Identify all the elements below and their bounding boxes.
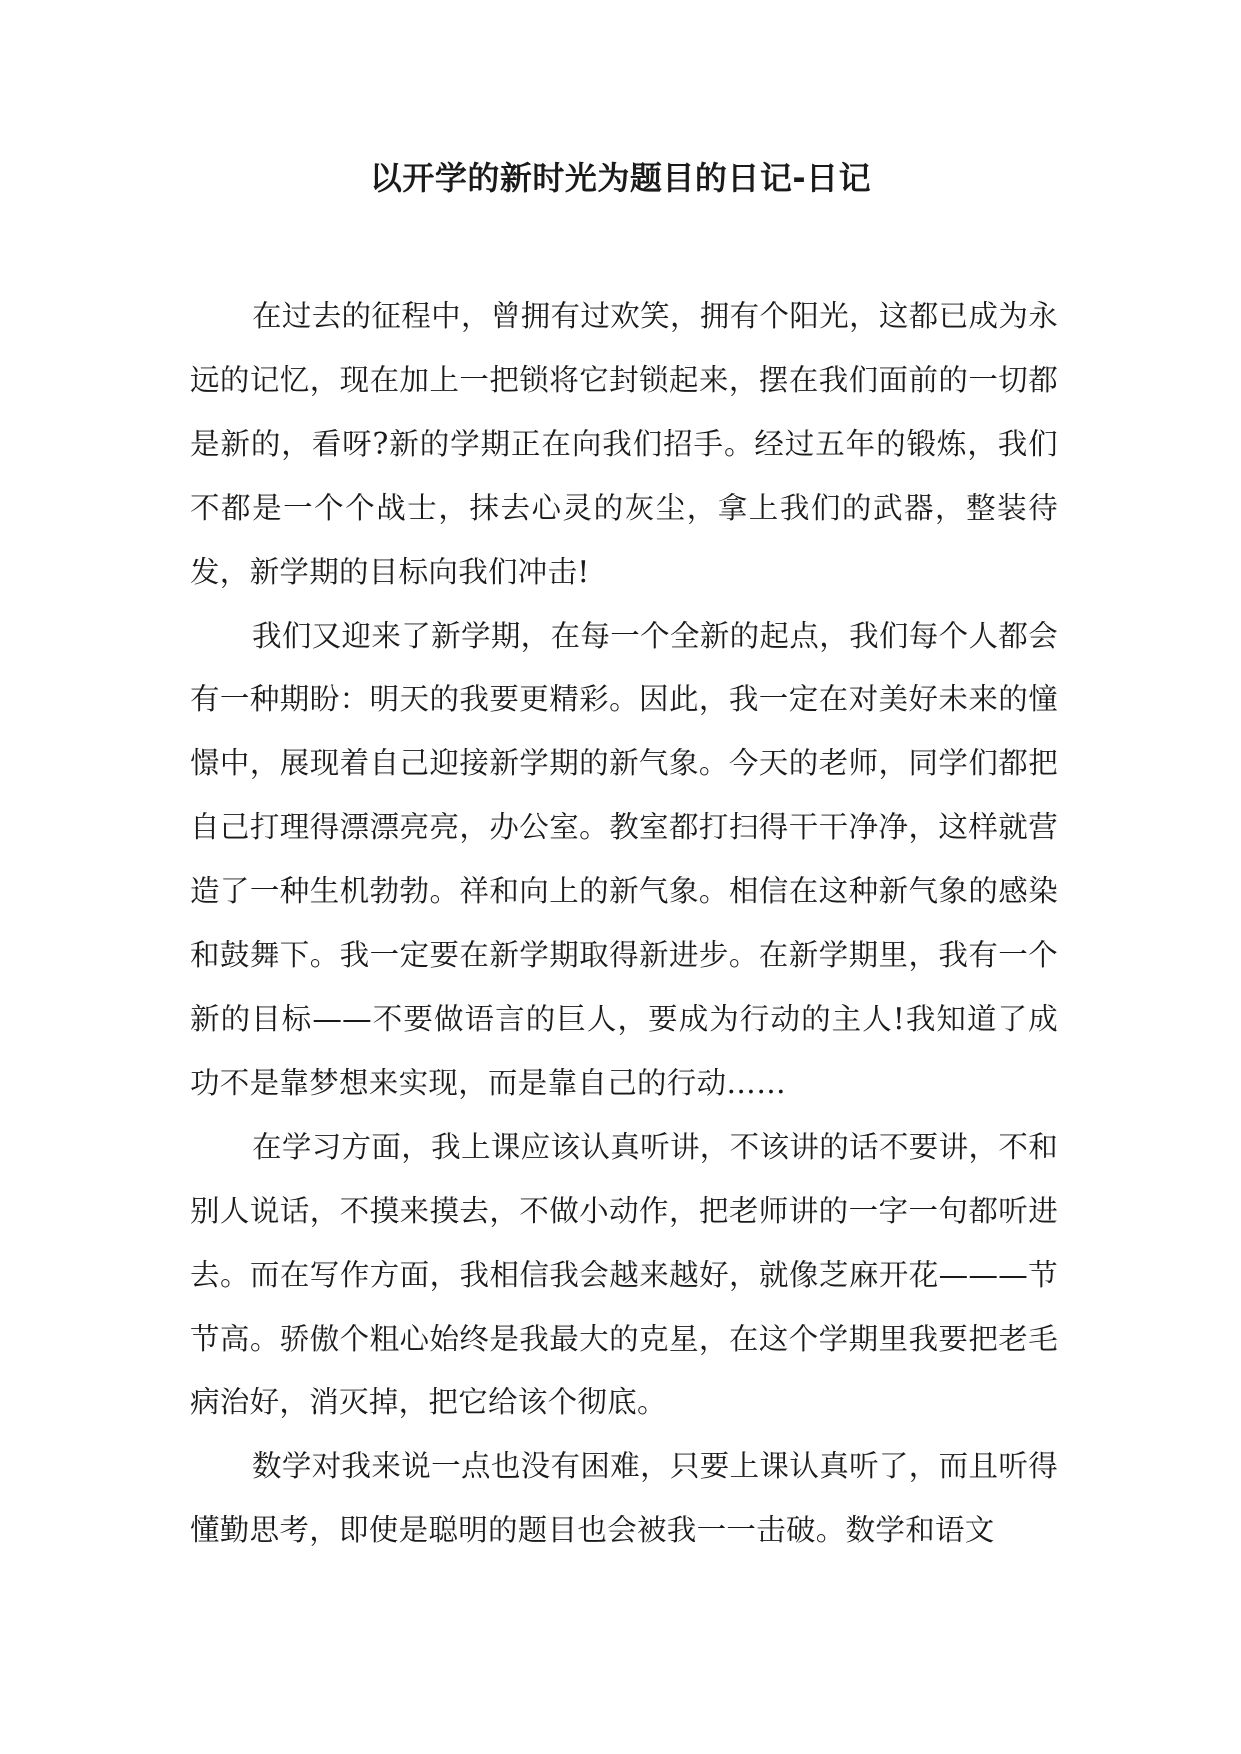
paragraph: 在过去的征程中，曾拥有过欢笑，拥有个阳光，这都已成为永远的记忆，现在加上一把锁将它封锁起来，摆在我们面前的一切都是新的，看呀?新的学期正在向我们招手。经过五年的锻炼，我们不都是一个个战士，抹去心灵的灰尘，拿上我们的武器，整装待发，新学期的目标向我们冲击! [190, 299, 1058, 589]
paragraph: 在学习方面，我上课应该认真听讲，不该讲的话不要讲，不和别人说话，不摸来摸去，不做小动作，把老师讲的一字一句都听进去。而在写作方面，我相信我会越来越好，就像芝麻开花———节节高。骄傲个粗心始终是我最大的克星，在这个学期里我要把老毛病治好，消灭掉，把它给该个彻底。 [190, 1129, 1058, 1420]
document-body [190, 285, 1058, 1563]
paragraph: 我们又迎来了新学期，在每一个全新的起点，我们每个人都会有一种期盼：明天的我要更精彩。因此，我一定在对美好未来的憧憬中，展现着自己迎接新学期的新气象。今天的老师，同学们都把自己打理得漂漂亮亮，办公室。教室都打扫得干干净净，这样就营造了一种生机勃勃。祥和向上的新气象。相信在这种新气象的感染和鼓舞下。我一定要在新学期取得新进步。在新学期里，我有一个新的目标——不要做语言的巨人，要成为行动的主人!我知道了成功不是靠梦想来实现，而是靠自己的行动…… [190, 618, 1058, 1100]
document-title: 以开学的新时光为题目的日记-日记 [369, 159, 872, 197]
paragraph: 数学对我来说一点也没有困难，只要上课认真听了，而且听得懂勤思考，即使是聪明的题目也会被我一一击破。数学和语文 [190, 1449, 1058, 1548]
